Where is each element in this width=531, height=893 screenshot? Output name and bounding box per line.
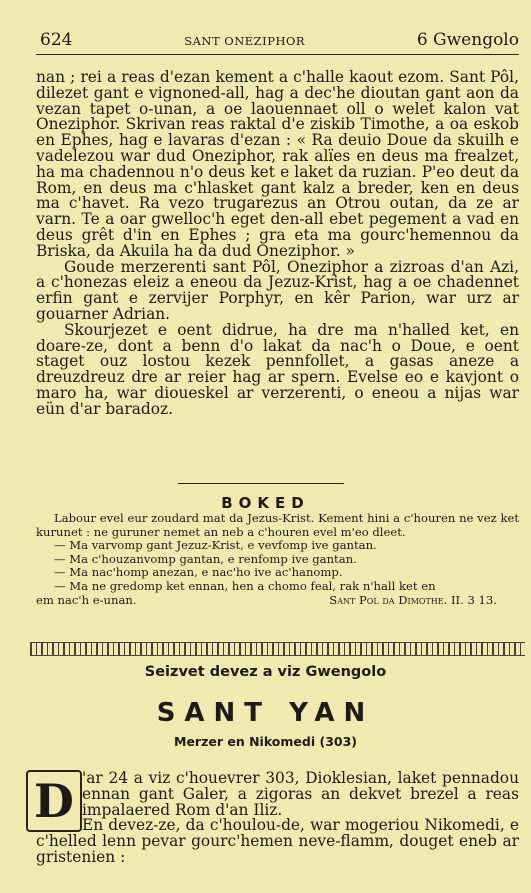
saint-title: SANT YAN — [156, 698, 375, 728]
day-heading: Seizvet devez a viz Gwengolo — [144, 664, 387, 680]
boked-line: — Ma ne gredomp ket ennan, hen a chomo feal, rak n'hall ket en — [54, 578, 436, 593]
dropcap-initial: D — [26, 770, 82, 832]
running-title: SANT ONEZIPHOR — [184, 34, 306, 48]
page-number: 624 — [40, 30, 73, 50]
header-rule — [36, 54, 519, 55]
boked-reference-row — [36, 594, 519, 608]
saint-subtitle: Merzer en Nikomedi (303) — [174, 734, 357, 749]
paragraph: nan ; rei a reas d'ezan kement a c'halle kaout ezom. Sant Pôl, dilezet gant e vignoned-all, hag a dec'he dioutan gant aon da vezan tapet o-unan, a oe laouennaet oll o welet kalon vat Oneziphor. Skrivan reas raktal d'e ziskib Timothe, a oa eskob en Ephes, hag e lavaras d'ezan : « Ra deuio Doue da skuilh e vadelezou war dud Oneziphor, rak alïes en deus ma frealzet, ha ma chadennou n'o deus ket e laket da ruzian. P'eo deut da Rom, en deus ma c'hlasket gant kalz a breder, ken en deus ma c'havet. Ra vezo trugarezus an Otrou outan, da ze ar varn. Te a oar gwelloc'h eget den-all ebet pegement a vad en deus grêt d'in en Ephes ; gra eta ma gourc'hemennou da Briska, da Akuila ha da dud Oneziphor. » — [36, 68, 519, 260]
story-lead: 'ar 24 a viz c'houevrer 303, Dioklesian, laket pennadou ennan gant Galer, a zigoras an dekvet brezel a reas impalaered Rom d'an Iliz. — [82, 769, 519, 819]
page-header — [40, 30, 519, 52]
boked-line: — Ma c'houzanvomp gantan, e renfomp ive gantan. — [54, 551, 357, 566]
month-label: 6 Gwengolo — [416, 30, 519, 50]
boked-line: — Ma varvomp gant Jezuz-Krist, e vevfomp ive gantan. — [54, 538, 377, 553]
paragraph: En devez-ze, da c'houlou-de, war mogeriou Nikomedi, e c'helled lenn pevar gourc'hemen neve-flamm, douget eneb ar gristenien : — [36, 816, 519, 866]
ornamental-border — [30, 642, 525, 656]
scripture-reference: Sant Pol da Dimothe. II. 3 13. — [329, 592, 497, 607]
main-text — [36, 70, 519, 418]
boked-heading: BOKED — [221, 494, 310, 512]
boked-intro: Labour evel eur zoudard mat da Jezus-Krist. Kement hini a c'houren ne vez ket kurunet : ne guruner nemet an neb a c'houren evel m'eo dleet. — [36, 511, 519, 539]
boked-block — [36, 512, 519, 607]
paragraph: Skourjezet e oent didrue, ha dre ma n'halled ket, en doare-ze, dont a benn d'o lakat da nac'h o Doue, e oent staget ouz lostou kezek pennfollet, a gasas aneze a dreuzdreuz dre ar reier hag ar spern. Evelse eo e kavjont o maro ha, war dioueskel ar verzerenti, o eneou a nijas war eün d'ar baradoz. — [36, 320, 519, 418]
story-text — [36, 771, 519, 866]
paragraph: Goude merzerenti sant Pôl, Oneziphor a zizroas d'an Azi, a c'honezas eleiz a eneou da Jezuz-Krist, hag a oe chadennet erfin gant e zervijer Porphyr, en kêr Parion, war urz ar gouarner Adrian. — [36, 257, 519, 323]
boked-line: em nac'h e-unan. — [36, 592, 137, 607]
section-divider — [178, 483, 344, 484]
boked-line: — Ma nac'homp anezan, e nac'ho ive ac'hanomp. — [54, 565, 343, 580]
